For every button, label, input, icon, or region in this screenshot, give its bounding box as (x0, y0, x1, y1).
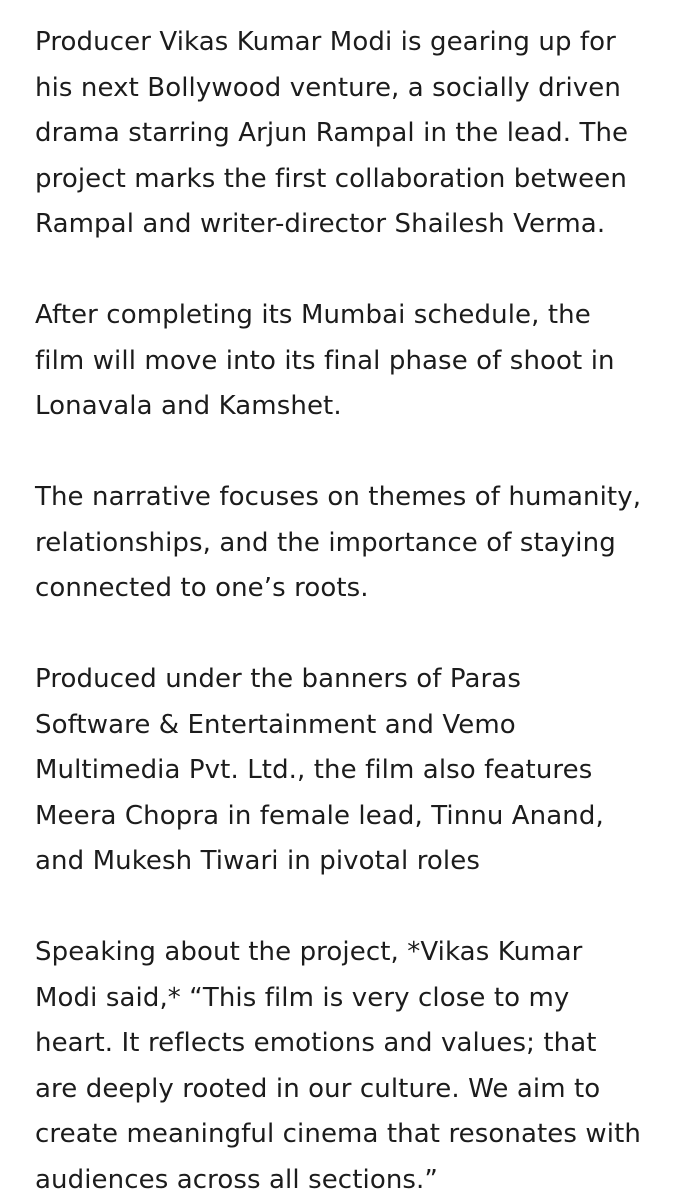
text-line: The narrative focuses on themes of humanity, (35, 475, 649, 521)
text-line: his next Bollywood venture, a socially driven (35, 66, 649, 112)
text-line: connected to one’s roots. (35, 566, 649, 612)
text-line: create meaningful cinema that resonates with (35, 1112, 649, 1158)
text-line: Produced under the banners of Paras (35, 657, 649, 703)
paragraph-schedule (35, 293, 649, 430)
paragraph-narrative (35, 475, 649, 612)
text-line: Meera Chopra in female lead, Tinnu Anand, (35, 794, 649, 840)
paragraph-banners-cast (35, 657, 649, 885)
text-line: heart. It reflects emotions and values; that (35, 1021, 649, 1067)
text-line: Lonavala and Kamshet. (35, 384, 649, 430)
text-line: Modi said,* “This film is very close to my (35, 976, 649, 1022)
text-line: film will move into its final phase of shoot in (35, 339, 649, 385)
text-line: drama starring Arjun Rampal in the lead. The (35, 111, 649, 157)
text-line: relationships, and the importance of staying (35, 521, 649, 567)
text-line: Rampal and writer-director Shailesh Verma. (35, 202, 649, 248)
paragraph-producer-quote (35, 930, 649, 1203)
text-line: project marks the first collaboration between (35, 157, 649, 203)
paragraph-gap (35, 885, 649, 931)
text-line: Multimedia Pvt. Ltd., the film also features (35, 748, 649, 794)
text-line: and Mukesh Tiwari in pivotal roles (35, 839, 649, 885)
paragraph-gap (35, 430, 649, 476)
paragraph-gap (35, 612, 649, 658)
text-line: Producer Vikas Kumar Modi is gearing up for (35, 20, 649, 66)
paragraph-gap (35, 248, 649, 294)
paragraph-producer-intro (35, 20, 649, 248)
text-line: audiences across all sections.” (35, 1158, 649, 1203)
text-line: are deeply rooted in our culture. We aim to (35, 1067, 649, 1113)
text-line: After completing its Mumbai schedule, the (35, 293, 649, 339)
text-line: Software & Entertainment and Vemo (35, 703, 649, 749)
text-line: Speaking about the project, *Vikas Kumar (35, 930, 649, 976)
